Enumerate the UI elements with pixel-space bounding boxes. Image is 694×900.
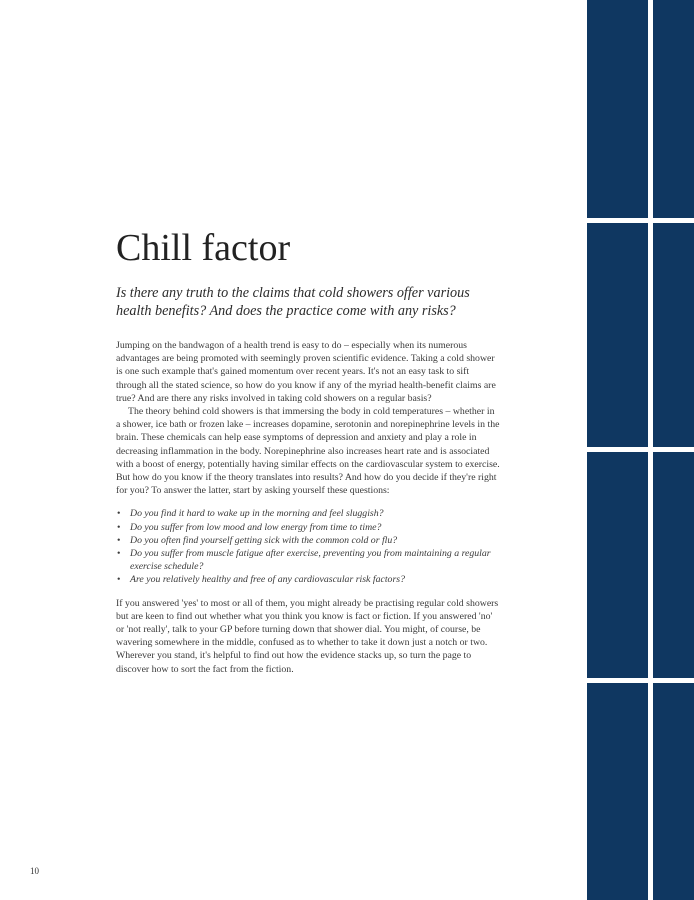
grid-tile <box>587 683 648 900</box>
paragraph: Jumping on the bandwagon of a health trend is easy to do – especially when its numerous advantages are being promoted with seemingly proven scientific evidence. Taking a cold shower is one such example that's gained momentum over recent years. It's not an easy task to sift through all the stated science, so how do you know if any of the myriad health-benefit claims are true? And are there any risks involved in taking cold showers on a regular basis? <box>116 340 496 404</box>
article-title: Chill factor <box>116 227 291 269</box>
grid-tile <box>587 452 648 678</box>
article-body <box>116 339 501 676</box>
grid-tile <box>653 0 694 218</box>
paragraph: The theory behind cold showers is that immersing the body in cold temperatures – whether in a shower, ice bath or frozen lake – increases dopamine, serotonin and norepinephrine levels in the brain. These chemicals can help ease symptoms of depression and anxiety and play a role in decreasing inflammation in the body. Norepinephrine also increases heart rate and is associated with a boost of energy, potentially having similar effects on the cardiovascular system to exercise. But how do you know if the theory translates into results? And how do you decide if they're right for you? To answer the latter, start by asking yourself these questions: <box>116 406 500 497</box>
question-list <box>116 507 501 586</box>
paragraph: If you answered 'yes' to most or all of them, you might already be practising regular cold showers but are keen to find out whether what you think you know is fact or fiction. If you answered 'no' or 'not really', talk to your GP before turning down that shower dial. You might, of course, be wavering somewhere in the middle, confused as to whether to take it down just a notch or two. Wherever you stand, it's helpful to find out how the evidence stacks up, so turn the page to discover how to sort the fact from the fiction. <box>116 597 499 675</box>
question-item: • Do you suffer from low mood and low energy from time to time? <box>130 521 501 534</box>
question-item: • Do you suffer from muscle fatigue after exercise, preventing you from maintaining a regular exercise schedule? <box>130 547 501 573</box>
question-item: • Are you relatively healthy and free of any cardiovascular risk factors? <box>130 573 501 586</box>
decorative-grid-panel <box>583 0 694 900</box>
grid-tile <box>653 223 694 447</box>
page-number: 10 <box>30 866 39 876</box>
article-subtitle: Is there any truth to the claims that cold showers offer various health benefits? And does the practice come with any risks? <box>116 285 470 319</box>
question-item: • Do you find it hard to wake up in the morning and feel sluggish? <box>130 507 501 520</box>
grid-tile <box>587 223 648 447</box>
grid-tile <box>653 683 694 900</box>
question-item: • Do you often find yourself getting sick with the common cold or flu? <box>130 534 501 547</box>
grid-tile <box>587 0 648 218</box>
grid-tile <box>653 452 694 678</box>
